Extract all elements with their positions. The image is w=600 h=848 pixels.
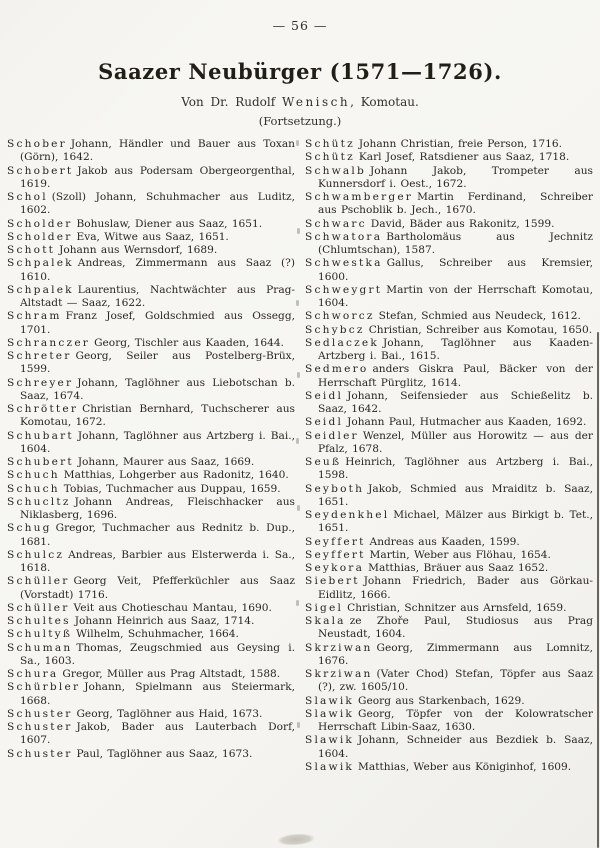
list-item [7, 496, 295, 523]
entry-surname: Schranczer [7, 336, 91, 349]
entry-surname: Schober [7, 138, 67, 150]
entry-surname: Schura [7, 668, 59, 680]
list-item [305, 151, 593, 164]
entry-text: Andreas, Zimmermann aus Saaz (?) 1610. [20, 257, 295, 283]
list-item [7, 615, 295, 628]
entry-text: Christian Bernhard, Tuchscherer aus Komotau, 1672. [20, 403, 295, 429]
entry-surname: Sedlaczek [305, 336, 380, 349]
list-item [305, 416, 593, 429]
entry-surname: Slawik [305, 707, 355, 720]
entry-surname: Schultes [7, 615, 71, 627]
entry-surname: Schug [7, 522, 52, 535]
list-item [7, 191, 295, 218]
entry-surname: Schwestka [305, 257, 383, 270]
entry-text: Johann Heinrich aus Saaz, 1714. [74, 615, 255, 627]
list-item [305, 218, 593, 231]
list-item [305, 549, 593, 562]
entry-surname: Schüller [7, 575, 70, 588]
list-item [7, 456, 295, 469]
list-item [305, 575, 593, 602]
list-item [7, 681, 295, 708]
entry-text: Paul, Taglöhner aus Saaz, 1673. [76, 747, 253, 760]
entry-surname: Slawik [305, 734, 355, 747]
entry-surname: Scholder [7, 230, 73, 243]
entry-text: Johann Jakob, Trompeter aus Kunnersdorf i. Oest., 1672. [318, 164, 593, 190]
entry-surname: Skrziwan [305, 668, 373, 680]
list-item [7, 430, 295, 457]
entry-surname: Schuster [7, 747, 73, 760]
entry-surname: Seidl [305, 416, 344, 429]
entry-text: Jakob, Schmied aus Mraiditz b. Saaz, 1651. [318, 482, 593, 508]
page-number: — 56 — [272, 18, 328, 33]
entry-text: Veit aus Chotieschau Mantau, 1690. [73, 601, 272, 614]
entry-surname: Schpalek [7, 257, 74, 270]
list-item [305, 708, 593, 735]
entry-surname: Schpalek [7, 283, 74, 296]
entry-surname: Schürbler [7, 681, 81, 694]
entry-text: Jakob aus Podersam Obergeorgenthal, 1619. [20, 164, 295, 190]
entry-text: Andreas aus Kaaden, 1599. [369, 535, 520, 548]
entry-surname: Sedmero [305, 363, 369, 376]
entry-surname: Seyffert [305, 535, 366, 548]
list-item [7, 708, 295, 721]
list-item [305, 642, 593, 669]
entry-surname: Schobert [7, 164, 74, 177]
list-item [305, 337, 593, 364]
entry-text: Gallus, Schreiber aus Kremsier, 1600. [318, 257, 593, 283]
list-item [7, 721, 295, 748]
entry-text: Johann Paul, Hutmacher aus Kaaden, 1692. [347, 416, 587, 429]
entry-text: Andreas, Barbier aus Elsterwerda i. Sa., 1618. [20, 548, 295, 574]
entry-text: Matthias, Weber aus Königinhof, 1609. [358, 760, 572, 773]
entry-text: Stefan, Schmied aus Neudeck, 1612. [378, 310, 581, 323]
entry-text: Gregor, Tuchmacher aus Rednitz b. Dup., 1681. [20, 522, 295, 548]
list-item [7, 642, 295, 669]
entry-text: Johann, Taglöhner aus Kaaden-Artzberg i. Bai., 1615. [318, 336, 593, 362]
list-item [7, 138, 295, 165]
entry-text: Martin Ferdinand, Schreiber aus Pschoblik b. Jech., 1670. [318, 191, 593, 217]
right-column [305, 138, 593, 774]
entry-surname: Schott [7, 244, 56, 256]
entry-text: David, Bäder aus Rakonitz, 1599. [370, 217, 555, 230]
entry-surname: Schultyß [7, 628, 73, 641]
list-item [305, 761, 593, 774]
entry-surname: Schol [7, 191, 48, 203]
entry-surname: Schüller [7, 601, 70, 614]
list-item [7, 284, 295, 311]
list-item [7, 218, 295, 231]
entry-text: Johann Friedrich, Bader aus Görkau-Eidlitz, 1666. [318, 575, 593, 601]
byline [0, 95, 600, 109]
list-item [305, 390, 593, 417]
entry-surname: Schuman [7, 641, 73, 654]
entry-text: ze Zhoře Paul, Studiosus aus Prag Neustadt, 1604. [318, 615, 593, 641]
entry-text: Heinrich, Taglöhner aus Artzberg i. Bai., 1598. [318, 456, 593, 482]
entry-text: Wenzel, Müller aus Horowitz — aus der Pfalz, 1678. [318, 429, 593, 455]
entry-surname: Siebert [305, 575, 360, 588]
entry-surname: Scholder [7, 217, 73, 230]
list-item [7, 668, 295, 681]
list-item [305, 695, 593, 708]
entry-text: Jakob, Bader aus Lauterbach Dorf, 1607. [20, 721, 295, 747]
byline-prefix: Von Dr. Rudolf [181, 95, 276, 109]
entry-text: Johann, Händler und Bauer aus Toxan (Görn), 1642. [20, 138, 295, 164]
continuation-note: (Fortsetzung.) [258, 114, 342, 128]
entry-text: Laurentius, Nachtwächter aus Prag-Altstadt — Saaz, 1622. [20, 283, 295, 309]
list-item [7, 549, 295, 576]
left-column [7, 138, 295, 774]
entry-text: (Szoll) Johann, Schuhmacher aus Luditz, 1602. [20, 191, 295, 217]
entry-surname: Schubert [7, 456, 74, 468]
entry-text: Georg, Töpfer von der Kolowratscher Herrschaft Libin-Saaz, 1630. [318, 707, 593, 733]
list-item [305, 668, 593, 695]
list-item [305, 324, 593, 337]
list-item [7, 403, 295, 430]
list-item [305, 231, 593, 258]
list-item [305, 483, 593, 510]
page-title: Saazer Neubürger (1571—1726). [98, 59, 502, 84]
entry-text: Johann, Spielmann aus Steiermark, 1668. [20, 681, 295, 707]
entry-surname: Schwamberger [305, 191, 414, 203]
entry-surname: Schybcz [305, 323, 365, 336]
entry-surname: Skrziwan [305, 641, 373, 654]
entry-surname: Seyffert [305, 548, 366, 561]
entry-text: Johann, Taglöhner aus Artzberg i. Bai., 1604. [20, 429, 295, 455]
scan-edge-line [597, 332, 599, 848]
scan-smudge [278, 833, 315, 846]
entry-text: Johann, Taglöhner aus Liebotschan b. Saaz, 1674. [20, 376, 295, 402]
entry-text: Karl Josef, Ratsdiener aus Saaz, 1718. [358, 151, 570, 164]
entry-text: Matthias, Lohgerber aus Radonitz, 1640. [63, 469, 289, 482]
list-item [7, 748, 295, 761]
entry-text: Gregor, Müller aus Prag Altstadt, 1588. [62, 668, 281, 680]
entry-text: Georg Veit, Pfefferküchler aus Saaz (Vorstadt) 1716. [20, 575, 295, 601]
entry-text: Georg, Taglöhner aus Haid, 1673. [76, 707, 263, 720]
entry-text: Georg, Tischler aus Kaaden, 1644. [94, 336, 284, 349]
entry-text: Johann, Schneider aus Bezdiek b. Saaz, 1604. [318, 734, 593, 760]
list-item [7, 628, 295, 641]
list-item [7, 575, 295, 602]
list-item [305, 257, 593, 284]
list-item [305, 363, 593, 390]
entry-surname: Schuster [7, 721, 73, 733]
entry-surname: Schucltz [7, 495, 71, 508]
entry-text: Georg, Zimmermann aus Lomnitz, 1676. [318, 641, 593, 667]
entry-surname: Schwarc [305, 217, 367, 230]
entry-text: Christian, Schnitzer aus Arnsfeld, 1659. [347, 601, 567, 614]
entry-text: Tobias, Tuchmacher aus Duppau, 1659. [63, 482, 281, 495]
entry-text: anders Giskra Paul, Bäcker von der Herrschaft Pürglitz, 1614. [318, 363, 593, 389]
list-item [7, 310, 295, 337]
entry-text: Christian, Schreiber aus Komotau, 1650. [368, 323, 593, 336]
list-item [305, 430, 593, 457]
entry-text: Georg, Seiler aus Postelberg-Brüx, 1599. [20, 350, 295, 376]
entry-text: Franz Josef, Goldschmied aus Ossegg, 1701. [20, 310, 295, 336]
list-item [7, 522, 295, 549]
list-item [305, 536, 593, 549]
list-item [305, 456, 593, 483]
entry-text: Johann Christian, freie Person, 1716. [358, 138, 562, 150]
entry-surname: Schrötter [7, 403, 79, 415]
entry-surname: Schreyer [7, 376, 74, 389]
list-item [7, 231, 295, 244]
list-item [305, 734, 593, 761]
list-item [7, 244, 295, 257]
entry-text: Thomas, Zeugschmied aus Geysing i. Sa., 1603. [20, 641, 295, 667]
entry-surname: Seuß [305, 456, 342, 468]
entry-surname: Schwatora [305, 230, 383, 243]
entry-text: Martin, Weber aus Flöhau, 1654. [369, 548, 551, 561]
entry-text: Bartholomäus aus Jechnitz (Chlumtschan), 1587. [318, 230, 593, 256]
entry-surname: Schütz [305, 151, 355, 164]
list-item [305, 165, 593, 192]
list-item [305, 509, 593, 536]
byline-author-name: Wenisch [282, 95, 351, 109]
entry-text: Wilhelm, Schuhmacher, 1664. [76, 628, 239, 641]
entry-text: Johann, Seifensieder aus Schießelitz b. Saaz, 1642. [318, 389, 593, 415]
list-item [305, 310, 593, 323]
byline-suffix: , Komotau. [350, 95, 419, 109]
entry-text: Michael, Mälzer aus Birkigt b. Tet., 1651. [318, 509, 593, 535]
entry-text: Eva, Witwe aus Saaz, 1651. [76, 230, 229, 243]
entry-surname: Schubart [7, 429, 74, 442]
list-item [305, 284, 593, 311]
entry-text: (Vater Chod) Stefan, Töpfer aus Saaz (?), zw. 1605/10. [318, 668, 593, 694]
entry-surname: Slawik [305, 694, 355, 707]
list-item [305, 562, 593, 575]
entry-text: Johann Andreas, Fleischhacker aus Niklasberg, 1696. [20, 495, 295, 521]
entry-surname: Skala [305, 615, 346, 627]
entry-text: Matthias, Bräuer aus Saaz 1652. [368, 562, 549, 574]
entry-surname: Seidler [305, 429, 359, 442]
entry-surname: Sigel [305, 601, 344, 614]
entry-surname: Seyboth [305, 482, 365, 495]
entry-surname: Seykora [305, 562, 365, 574]
list-item [305, 615, 593, 642]
entry-surname: Schwalb [305, 164, 366, 177]
list-item [7, 483, 295, 496]
entry-text: Johann, Maurer aus Saaz, 1669. [77, 456, 255, 468]
entry-surname: Schuster [7, 707, 73, 720]
entry-surname: Slawik [305, 760, 355, 773]
entry-surname: Schuch [7, 469, 60, 482]
entry-surname: Schuch [7, 482, 60, 495]
text-columns [0, 131, 600, 774]
entry-text: Johann aus Wernsdorf, 1689. [59, 244, 218, 256]
list-item [7, 350, 295, 377]
list-item [305, 138, 593, 151]
entry-surname: Schram [7, 310, 62, 323]
list-item [7, 602, 295, 615]
entry-surname: Seidl [305, 389, 344, 402]
entry-surname: Seydenkhel [305, 509, 390, 521]
list-item [7, 469, 295, 482]
list-item [305, 602, 593, 615]
list-item [7, 377, 295, 404]
entry-surname: Schütz [305, 138, 355, 150]
entry-surname: Schreter [7, 350, 72, 362]
entry-surname: Schweygrt [305, 283, 383, 296]
list-item [7, 165, 295, 192]
entry-text: Georg aus Starkenbach, 1629. [358, 694, 525, 707]
entry-text: Bohuslaw, Diener aus Saaz, 1651. [76, 217, 263, 230]
entry-surname: Schulcz [7, 548, 65, 561]
entry-surname: Schworcz [305, 310, 375, 323]
list-item [7, 257, 295, 284]
list-item [305, 191, 593, 218]
list-item [7, 337, 295, 350]
entry-text: Martin von der Herrschaft Komotau, 1604. [318, 283, 593, 309]
